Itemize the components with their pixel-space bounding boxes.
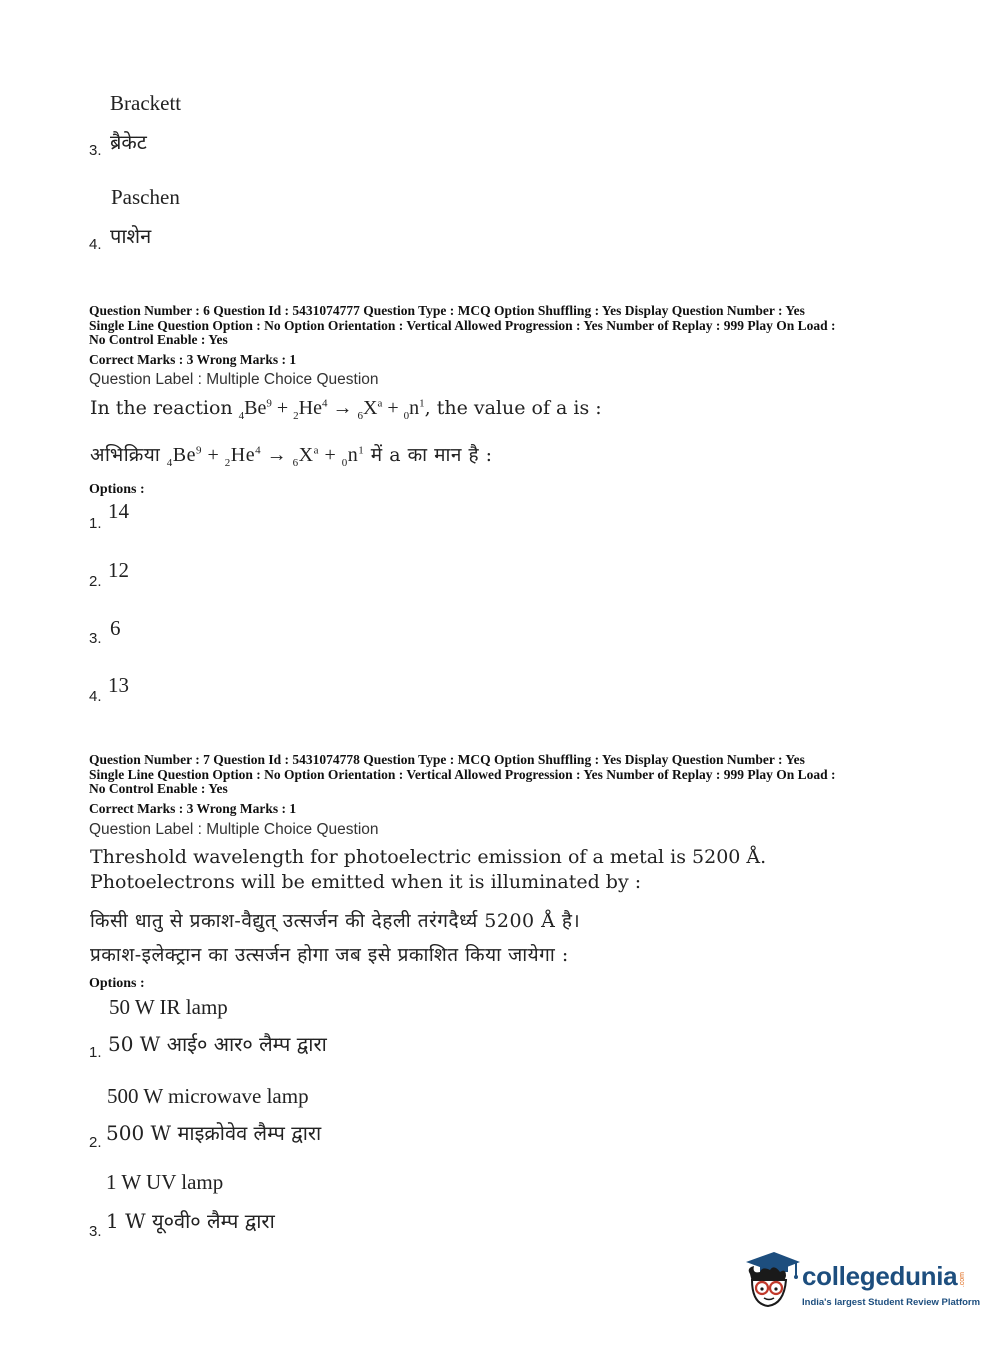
q6-question-label: Question Label : Multiple Choice Question <box>89 371 379 388</box>
logo-wordmark: collegedunia <box>802 1261 958 1291</box>
q6-option-3-number: 3. <box>89 630 102 647</box>
prev-option-4-english: Paschen <box>111 185 180 209</box>
logo-tagline: India's largest Student Review Platform <box>802 1297 981 1308</box>
logo-com: .com <box>959 1272 966 1288</box>
q7-text-en-line1: Threshold wavelength for photoelectric emission of a metal is 5200 Å. <box>90 846 767 868</box>
q6-option-2[interactable]: 12 <box>108 558 129 582</box>
q6-text-hi-after: में a का मान है : <box>370 444 493 466</box>
q6-option-4-number: 4. <box>89 688 102 705</box>
q7-meta-line3: No Control Enable : Yes <box>89 781 228 796</box>
q6-meta <box>89 304 836 348</box>
prev-option-3-number: 3. <box>89 142 102 159</box>
mascot-icon <box>740 1248 802 1312</box>
q7-option-2-number: 2. <box>89 1134 102 1151</box>
q6-option-3[interactable]: 6 <box>110 616 121 640</box>
q6-option-2-number: 2. <box>89 573 102 590</box>
q7-option-3-english[interactable]: 1 W UV lamp <box>106 1170 224 1194</box>
q7-meta-line1: Question Number : 7 Question Id : 5431074778 Question Type : MCQ Option Shuffling : Yes Display Question Number : Yes <box>89 752 805 767</box>
q6-option-4[interactable]: 13 <box>108 673 129 697</box>
q7-text-hi-line1: किसी धातु से प्रकाश-वैद्युत् उत्सर्जन की देहली तरंगदैर्ध्य 5200 Å है। <box>90 910 581 932</box>
q6-text-en-after: , the value of a is : <box>424 397 602 419</box>
q7-question-label: Question Label : Multiple Choice Question <box>89 821 379 838</box>
q7-meta <box>89 753 836 797</box>
q6-question-text-english <box>90 397 602 422</box>
q6-meta-line2: Single Line Question Option : No Option Orientation : Vertical Allowed Progression : Yes Number of Replay : 999 Play On Load : <box>89 317 836 333</box>
q6-meta-line3: No Control Enable : Yes <box>89 332 228 347</box>
q7-marks: Correct Marks : 3 Wrong Marks : 1 <box>89 801 297 816</box>
q7-option-2-hindi[interactable]: 500 W माइक्रोवेव लैम्प द्वारा <box>106 1121 322 1145</box>
q6-text-en-before: In the reaction <box>90 397 233 419</box>
q6-formula-hi: $_4Be^9 + _2He^4 \to _6X^a + _0n^1$ <box>166 444 365 469</box>
q7-option-1-english[interactable]: 50 W IR lamp <box>109 995 228 1019</box>
q7-option-3-hindi[interactable]: 1 W यू०वी० लैम्प द्वारा <box>106 1209 275 1233</box>
q7-text-en-line2: Photoelectrons will be emitted when it is illuminated by : <box>90 871 642 893</box>
q7-option-2-english[interactable]: 500 W microwave lamp <box>107 1084 309 1108</box>
q6-question-text-hindi <box>90 441 493 469</box>
q7-option-3-number: 3. <box>89 1223 102 1240</box>
q6-formula-en: $_4Be^9 + _2He^4 \to _6X^a + _0n^1$ <box>238 397 425 422</box>
q6-text-hi-before: अभिक्रिया <box>90 444 161 466</box>
q6-meta-line1: Question Number : 6 Question Id : 5431074777 Question Type : MCQ Option Shuffling : Yes Display Question Number : Yes <box>89 303 805 318</box>
prev-option-4-hindi: पाशेन <box>110 224 152 248</box>
q6-option-1[interactable]: 14 <box>108 499 129 523</box>
prev-option-3-hindi: ब्रैकेट <box>110 130 147 154</box>
collegedunia-logo[interactable] <box>740 1246 981 1316</box>
q6-options-heading: Options : <box>89 482 145 497</box>
prev-option-3-english: Brackett <box>110 91 182 115</box>
q6-marks: Correct Marks : 3 Wrong Marks : 1 <box>89 352 297 367</box>
q6-option-1-number: 1. <box>89 515 102 532</box>
q7-text-hi-line2: प्रकाश-इलेक्ट्रान का उत्सर्जन होगा जब इसे प्रकाशित किया जायेगा : <box>90 944 569 966</box>
q7-options-heading: Options : <box>89 976 145 991</box>
q7-option-1-hindi[interactable]: 50 W आई० आर० लैम्प द्वारा <box>108 1032 327 1056</box>
q7-option-1-number: 1. <box>89 1044 102 1061</box>
q7-meta-line2: Single Line Question Option : No Option Orientation : Vertical Allowed Progression : Yes Number of Replay : 999 Play On Load : <box>89 766 836 782</box>
prev-option-4-number: 4. <box>89 236 102 253</box>
